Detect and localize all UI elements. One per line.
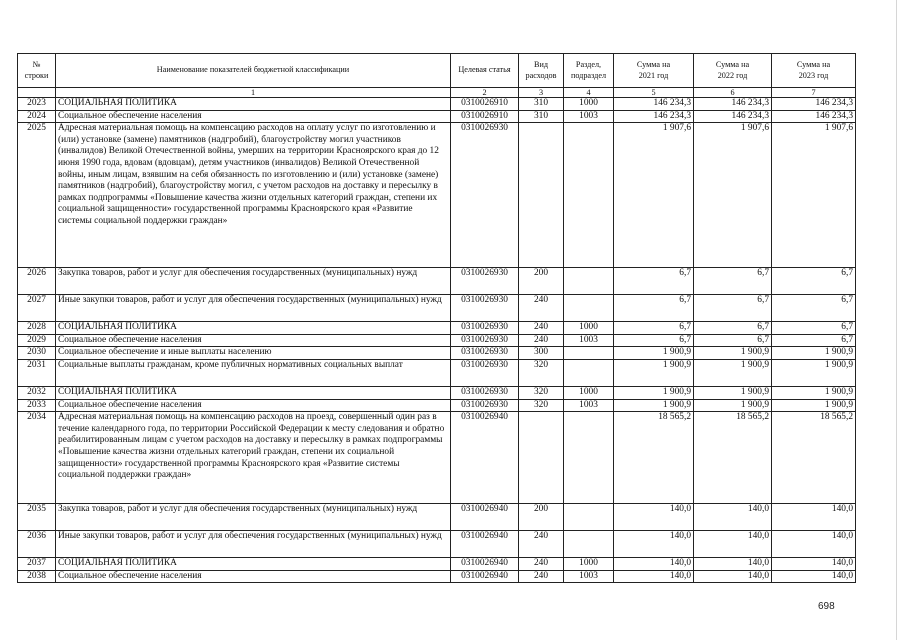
row-sum-2021: 6,7 bbox=[614, 334, 694, 347]
row-sum-2023: 6,7 bbox=[772, 334, 856, 347]
row-number: 2032 bbox=[18, 386, 56, 399]
row-sum-2023: 146 234,3 bbox=[772, 110, 856, 123]
row-sum-2021: 146 234,3 bbox=[614, 110, 694, 123]
column-number: 2 bbox=[451, 88, 519, 98]
row-sum-2021: 1 900,9 bbox=[614, 399, 694, 412]
row-name: Закупка товаров, работ и услуг для обеспечения государственных (муниципальных) нужд bbox=[56, 268, 451, 295]
row-name: Иные закупки товаров, работ и услуг для обеспечения государственных (муниципальных) нужд bbox=[56, 531, 451, 558]
row-sum-2023: 6,7 bbox=[772, 268, 856, 295]
row-section: 1000 bbox=[564, 322, 614, 335]
row-sum-2021: 1 900,9 bbox=[614, 359, 694, 386]
row-number: 2034 bbox=[18, 412, 56, 504]
row-name: Иные закупки товаров, работ и услуг для обеспечения государственных (муниципальных) нужд bbox=[56, 295, 451, 322]
budget-table bbox=[17, 53, 856, 583]
row-sum-2021: 1 907,6 bbox=[614, 123, 694, 268]
table-row bbox=[18, 268, 856, 295]
row-kind: 240 bbox=[519, 570, 564, 583]
row-sum-2022: 6,7 bbox=[694, 268, 772, 295]
row-number: 2027 bbox=[18, 295, 56, 322]
column-number: 1 bbox=[56, 88, 451, 98]
row-section bbox=[564, 531, 614, 558]
row-target: 0310026930 bbox=[451, 386, 519, 399]
header-name: Наименование показателей бюджетной классификации bbox=[56, 54, 451, 88]
row-sum-2023: 1 900,9 bbox=[772, 347, 856, 360]
row-number: 2036 bbox=[18, 531, 56, 558]
row-name: СОЦИАЛЬНАЯ ПОЛИТИКА bbox=[56, 98, 451, 111]
table-row bbox=[18, 322, 856, 335]
row-sum-2023: 1 900,9 bbox=[772, 399, 856, 412]
row-name: СОЦИАЛЬНАЯ ПОЛИТИКА bbox=[56, 322, 451, 335]
row-number: 2026 bbox=[18, 268, 56, 295]
row-kind: 240 bbox=[519, 334, 564, 347]
row-section bbox=[564, 295, 614, 322]
row-number: 2031 bbox=[18, 359, 56, 386]
row-kind: 320 bbox=[519, 399, 564, 412]
column-number: 5 bbox=[614, 88, 694, 98]
row-sum-2023: 1 907,6 bbox=[772, 123, 856, 268]
row-section: 1000 bbox=[564, 558, 614, 571]
row-target: 0310026940 bbox=[451, 504, 519, 531]
table-row bbox=[18, 98, 856, 111]
header-sum-2021: Сумма на 2021 год bbox=[614, 54, 694, 88]
row-kind: 310 bbox=[519, 98, 564, 111]
row-number: 2023 bbox=[18, 98, 56, 111]
table-row bbox=[18, 558, 856, 571]
row-sum-2021: 6,7 bbox=[614, 322, 694, 335]
table-row bbox=[18, 531, 856, 558]
row-sum-2022: 140,0 bbox=[694, 558, 772, 571]
table-row bbox=[18, 386, 856, 399]
row-sum-2022: 18 565,2 bbox=[694, 412, 772, 504]
row-section bbox=[564, 123, 614, 268]
row-name: СОЦИАЛЬНАЯ ПОЛИТИКА bbox=[56, 386, 451, 399]
row-sum-2022: 1 900,9 bbox=[694, 347, 772, 360]
row-sum-2022: 1 900,9 bbox=[694, 399, 772, 412]
row-section bbox=[564, 359, 614, 386]
row-sum-2021: 140,0 bbox=[614, 531, 694, 558]
row-target: 0310026940 bbox=[451, 531, 519, 558]
column-number: 7 bbox=[772, 88, 856, 98]
row-section bbox=[564, 347, 614, 360]
row-kind: 200 bbox=[519, 504, 564, 531]
table-row bbox=[18, 295, 856, 322]
row-sum-2023: 140,0 bbox=[772, 558, 856, 571]
header-sum-2023: Сумма на 2023 год bbox=[772, 54, 856, 88]
row-target: 0310026910 bbox=[451, 110, 519, 123]
row-sum-2021: 146 234,3 bbox=[614, 98, 694, 111]
row-section bbox=[564, 268, 614, 295]
header-section: Раздел, подраздел bbox=[564, 54, 614, 88]
row-sum-2022: 6,7 bbox=[694, 295, 772, 322]
row-target: 0310026940 bbox=[451, 558, 519, 571]
row-sum-2021: 18 565,2 bbox=[614, 412, 694, 504]
row-sum-2021: 1 900,9 bbox=[614, 347, 694, 360]
column-number: 3 bbox=[519, 88, 564, 98]
row-section: 1003 bbox=[564, 570, 614, 583]
table-row bbox=[18, 347, 856, 360]
row-target: 0310026930 bbox=[451, 322, 519, 335]
row-name: СОЦИАЛЬНАЯ ПОЛИТИКА bbox=[56, 558, 451, 571]
header-target: Целевая статья bbox=[451, 54, 519, 88]
row-sum-2023: 6,7 bbox=[772, 322, 856, 335]
header-sum-2022: Сумма на 2022 год bbox=[694, 54, 772, 88]
table-row bbox=[18, 570, 856, 583]
row-section bbox=[564, 412, 614, 504]
row-kind: 200 bbox=[519, 268, 564, 295]
row-kind bbox=[519, 123, 564, 268]
row-section bbox=[564, 504, 614, 531]
header-row bbox=[18, 54, 856, 88]
row-target: 0310026940 bbox=[451, 412, 519, 504]
row-number: 2030 bbox=[18, 347, 56, 360]
row-number: 2037 bbox=[18, 558, 56, 571]
row-sum-2023: 140,0 bbox=[772, 531, 856, 558]
row-kind bbox=[519, 412, 564, 504]
row-name: Социальное обеспечение населения bbox=[56, 570, 451, 583]
row-section: 1000 bbox=[564, 98, 614, 111]
row-kind: 320 bbox=[519, 359, 564, 386]
row-sum-2021: 6,7 bbox=[614, 268, 694, 295]
row-sum-2023: 18 565,2 bbox=[772, 412, 856, 504]
row-sum-2022: 140,0 bbox=[694, 570, 772, 583]
row-sum-2022: 6,7 bbox=[694, 334, 772, 347]
row-number: 2035 bbox=[18, 504, 56, 531]
column-number: 6 bbox=[694, 88, 772, 98]
row-sum-2022: 1 907,6 bbox=[694, 123, 772, 268]
row-name: Социальное обеспечение и иные выплаты населению bbox=[56, 347, 451, 360]
row-number: 2033 bbox=[18, 399, 56, 412]
row-sum-2023: 140,0 bbox=[772, 504, 856, 531]
row-sum-2022: 6,7 bbox=[694, 322, 772, 335]
table-row bbox=[18, 123, 856, 268]
row-sum-2021: 140,0 bbox=[614, 558, 694, 571]
row-sum-2023: 146 234,3 bbox=[772, 98, 856, 111]
row-section: 1003 bbox=[564, 399, 614, 412]
row-sum-2022: 146 234,3 bbox=[694, 110, 772, 123]
table-row bbox=[18, 412, 856, 504]
row-number: 2025 bbox=[18, 123, 56, 268]
row-name: Адресная материальная помощь на компенсацию расходов на оплату услуг по изготовлению и (или) установке (замене) памятников (надгробий), благоустройству могил участников (инвалидов) Великой Отечественной войны, умерших на территории Красноярского края до 12 июня 1990 года, вдовам (вдовцам), детям участников (инвалидов) Великой Отечественной войны, иным лицам, взявшим на себя обязанность по изготовлению и (или) установке (замене) памятников (надгробий), благоустройству могил, с учетом расходов на доставку и пересылку в рамках подпрограммы «Повышение качества жизни отдельных категорий граждан, степени их социальной защищенности» государственной программы Красноярского края «Развитие системы социальной поддержки граждан» bbox=[56, 123, 451, 268]
row-number: 2024 bbox=[18, 110, 56, 123]
row-target: 0310026930 bbox=[451, 123, 519, 268]
column-number-row bbox=[18, 88, 856, 98]
row-name: Социальное обеспечение населения bbox=[56, 334, 451, 347]
table-row bbox=[18, 504, 856, 531]
row-target: 0310026930 bbox=[451, 399, 519, 412]
row-sum-2021: 1 900,9 bbox=[614, 386, 694, 399]
row-name: Социальное обеспечение населения bbox=[56, 399, 451, 412]
row-sum-2022: 140,0 bbox=[694, 504, 772, 531]
header-kind: Вид расходов bbox=[519, 54, 564, 88]
row-section: 1003 bbox=[564, 334, 614, 347]
row-kind: 240 bbox=[519, 322, 564, 335]
row-kind: 310 bbox=[519, 110, 564, 123]
row-section: 1000 bbox=[564, 386, 614, 399]
row-sum-2023: 1 900,9 bbox=[772, 386, 856, 399]
row-sum-2022: 146 234,3 bbox=[694, 98, 772, 111]
header-row-no: № строки bbox=[18, 54, 56, 88]
row-number: 2028 bbox=[18, 322, 56, 335]
row-sum-2023: 140,0 bbox=[772, 570, 856, 583]
column-number bbox=[18, 88, 56, 98]
row-sum-2022: 140,0 bbox=[694, 531, 772, 558]
row-sum-2023: 1 900,9 bbox=[772, 359, 856, 386]
row-sum-2021: 140,0 bbox=[614, 504, 694, 531]
row-name: Адресная материальная помощь на компенсацию расходов на проезд, совершенный один раз в течение календарного года, по территории Российской Федерации к месту следования и обратно реабилитированным лицам с учетом расходов на доставку и пересылку в рамках подпрограммы «Повышение качества жизни отдельных категорий граждан, степени их социальной защищенности» государственной программы Красноярского края «Развитие системы социальной поддержки граждан» bbox=[56, 412, 451, 504]
row-kind: 320 bbox=[519, 386, 564, 399]
table-row bbox=[18, 399, 856, 412]
row-name: Социальное обеспечение населения bbox=[56, 110, 451, 123]
row-section: 1003 bbox=[564, 110, 614, 123]
table-row bbox=[18, 334, 856, 347]
row-kind: 300 bbox=[519, 347, 564, 360]
row-sum-2021: 140,0 bbox=[614, 570, 694, 583]
page-number: 698 bbox=[818, 601, 835, 612]
row-target: 0310026930 bbox=[451, 268, 519, 295]
row-target: 0310026930 bbox=[451, 295, 519, 322]
column-number: 4 bbox=[564, 88, 614, 98]
row-number: 2029 bbox=[18, 334, 56, 347]
row-sum-2022: 1 900,9 bbox=[694, 359, 772, 386]
row-sum-2021: 6,7 bbox=[614, 295, 694, 322]
row-number: 2038 bbox=[18, 570, 56, 583]
page-edge-line bbox=[896, 0, 897, 640]
table-row bbox=[18, 359, 856, 386]
row-target: 0310026940 bbox=[451, 570, 519, 583]
row-target: 0310026930 bbox=[451, 334, 519, 347]
row-target: 0310026930 bbox=[451, 359, 519, 386]
row-target: 0310026910 bbox=[451, 98, 519, 111]
row-target: 0310026930 bbox=[451, 347, 519, 360]
row-sum-2023: 6,7 bbox=[772, 295, 856, 322]
row-kind: 240 bbox=[519, 295, 564, 322]
row-name: Закупка товаров, работ и услуг для обеспечения государственных (муниципальных) нужд bbox=[56, 504, 451, 531]
row-kind: 240 bbox=[519, 558, 564, 571]
row-kind: 240 bbox=[519, 531, 564, 558]
row-name: Социальные выплаты гражданам, кроме публичных нормативных социальных выплат bbox=[56, 359, 451, 386]
row-sum-2022: 1 900,9 bbox=[694, 386, 772, 399]
table-row bbox=[18, 110, 856, 123]
